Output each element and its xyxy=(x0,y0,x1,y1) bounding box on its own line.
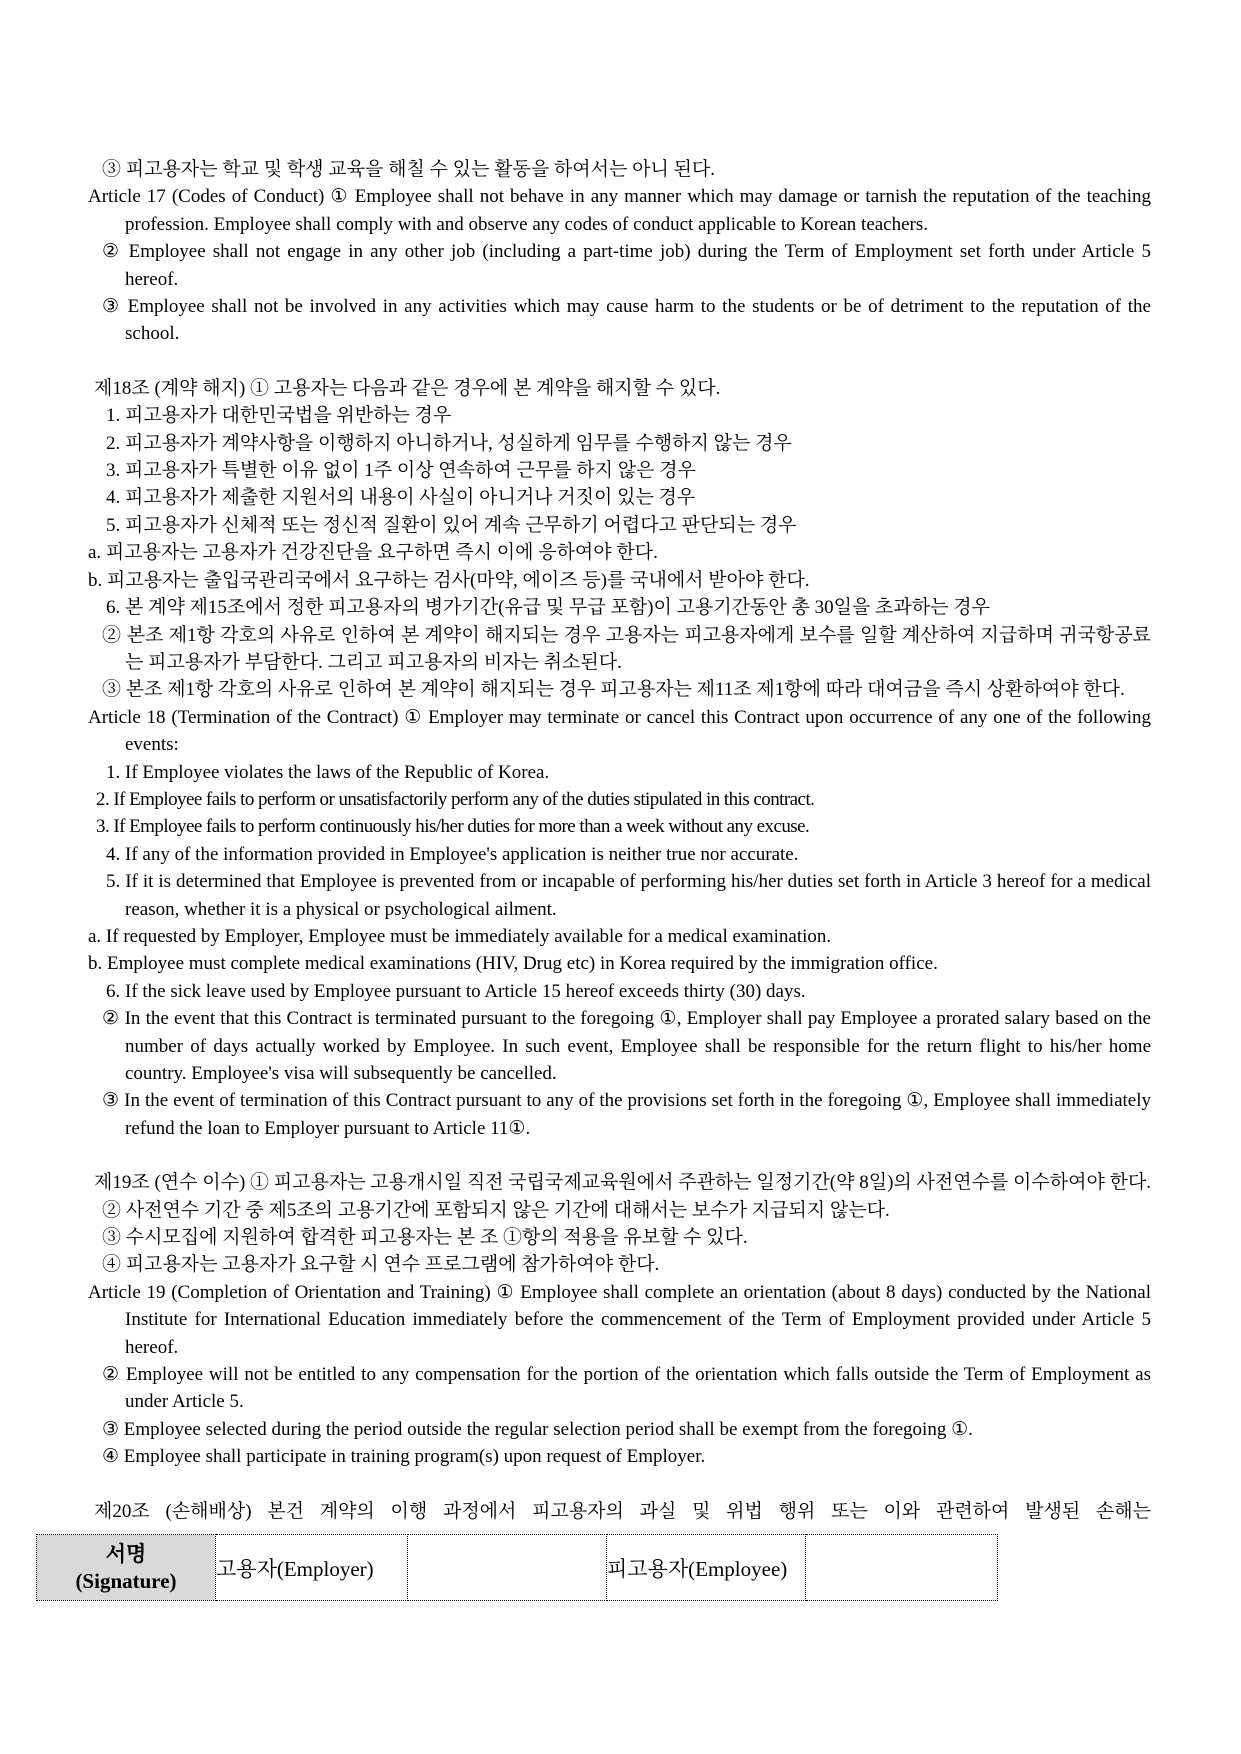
paragraph-20: 4. If any of the information provided in Employee's application is neither true nor accurate. xyxy=(106,843,799,865)
paragraph-15: ③ 본조 제1항 각호의 사유로 인하여 본 계약이 해지되는 경우 피고용자는 제11조 제1항에 따라 대여금을 즉시 상환하여야 한다. xyxy=(102,679,1125,701)
paragraph-7: 2. 피고용자가 계약사항을 이행하지 아니하거나, 성실하게 임무를 수행하지 않는 경우 xyxy=(106,432,792,454)
employee-label: 피고용자(Employee) xyxy=(607,1556,788,1581)
paragraph-22: a. If requested by Employer, Employee must be immediately available for a medical examination. xyxy=(88,925,832,947)
paragraph-5: 제18조 (계약 해지) ① 고용자는 다음과 같은 경우에 본 계약을 해지할 수 있다. xyxy=(94,377,721,399)
paragraph-31: Article 19 (Completion of Orientation and Training) ① Employee shall complete an orientation (about 8 days) conducted by the National Institute for International Education immediately before the commencement of the Term of Employment provided under Article 5 hereof. xyxy=(88,1281,1151,1358)
signature-header-cell xyxy=(37,1535,216,1601)
paragraph-13: 6. 본 계약 제15조에서 정한 피고용자의 병가기간(유급 및 무급 포함)이 고용기간동안 총 30일을 초과하는 경우 xyxy=(106,597,990,619)
employer-signature-field[interactable] xyxy=(408,1535,607,1601)
paragraph-25: ② In the event that this Contract is terminated pursuant to the foregoing ①, Employer shall pay Employee a prorated salary based on the number of days actually worked by Employee. In such event, Employee shall be responsible for the return flight to his/her home country. Employee's visa will subsequently be cancelled. xyxy=(102,1008,1151,1084)
signature-label-korean: 서명 xyxy=(105,1541,147,1566)
paragraph-32: ② Employee will not be entitled to any compensation for the portion of the orientation which falls outside the Term of Employment as under Article 5. xyxy=(102,1364,1151,1413)
paragraph-26: ③ In the event of termination of this Contract pursuant to any of the provisions set forth in the foregoing ①, Employee shall immediately refund the loan to Employer pursuant to Article 11①. xyxy=(102,1090,1151,1139)
paragraph-6: 1. 피고용자가 대한민국법을 위반하는 경우 xyxy=(106,405,452,427)
paragraph-8: 3. 피고용자가 특별한 이유 없이 1주 이상 연속하여 근무를 하지 않은 경우 xyxy=(106,460,696,482)
paragraph-16: Article 18 (Termination of the Contract) ① Employer may terminate or cancel this Contract upon occurrence of any one of the following events: xyxy=(88,706,1151,756)
paragraph-2: Article 17 (Codes of Conduct) ① Employee shall not behave in any manner which may damage or tarnish the reputation of the teaching profession. Employee shall comply with and observe any codes of conduct applicable to Korean teachers. xyxy=(88,186,1151,235)
employer-label: 고용자(Employer) xyxy=(216,1556,374,1581)
paragraph-11: a. 피고용자는 고용자가 건강진단을 요구하면 즉시 이에 응하여야 한다. xyxy=(88,542,658,564)
signature-label-english: (Signature) xyxy=(75,1568,177,1593)
paragraph-17: 1. If Employee violates the laws of the Republic of Korea. xyxy=(106,761,550,783)
paragraph-34: ④ Employee shall participate in training program(s) upon request of Employer. xyxy=(102,1446,706,1468)
paragraph-18: 2. If Employee fails to perform or unsatisfactorily perform any of the duties stipulated in this contract. xyxy=(96,788,815,810)
paragraph-12: b. 피고용자는 출입국관리국에서 요구하는 검사(마약, 에이즈 등)를 국내에서 받아야 한다. xyxy=(88,569,810,591)
paragraph-24: 6. If the sick leave used by Employee pursuant to Article 15 hereof exceeds thirty (30) days. xyxy=(106,980,806,1002)
paragraph-28: ② 사전연수 기간 중 제5조의 고용기간에 포함되지 않은 기간에 대해서는 보수가 지급되지 않는다. xyxy=(102,1199,890,1221)
paragraph-21: 5. If it is determined that Employee is prevented from or incapable of performing his/her duties set forth in Article 3 hereof for a medical reason, whether it is a physical or psychological ailment. xyxy=(106,871,1151,920)
employee-signature-field[interactable] xyxy=(806,1535,998,1601)
signature-table xyxy=(36,1534,998,1601)
paragraph-1: ③ 피고용자는 학교 및 학생 교육을 해칠 수 있는 활동을 하여서는 아니 된다. xyxy=(102,159,716,180)
signature-header-label xyxy=(37,1535,215,1600)
paragraph-30: ④ 피고용자는 고용자가 요구할 시 연수 프로그램에 참가하여야 한다. xyxy=(102,1254,660,1276)
paragraph-3: ② Employee shall not engage in any other job (including a part-time job) during the Term of Employment set forth under Article 5 hereof. xyxy=(102,241,1151,290)
paragraph-27: 제19조 (연수 이수) ① 피고용자는 고용개시일 직전 국립국제교육원에서 주관하는 일정기간(약 8일)의 사전연수를 이수하여야 한다. xyxy=(94,1172,1152,1194)
paragraph-33: ③ Employee selected during the period outside the regular selection period shall be exempt from the foregoing ①. xyxy=(102,1418,973,1440)
paragraph-19: 3. If Employee fails to perform continuously his/her duties for more than a week without any excuse. xyxy=(96,816,810,838)
paragraph-14: ② 본조 제1항 각호의 사유로 인하여 본 계약이 해지되는 경우 고용자는 피고용자에게 보수를 일할 계산하여 지급하며 귀국항공료는 피고용자가 부담한다. 그리고 피고용자의 비자는 취소된다. xyxy=(102,624,1151,673)
paragraph-9: 4. 피고용자가 제출한 지원서의 내용이 사실이 아니거나 거짓이 있는 경우 xyxy=(106,487,696,509)
paragraph-35: 제20조 (손해배상) 본건 계약의 이행 과정에서 피고용자의 과실 및 위법 행위 또는 이와 관련하여 발생된 손해는 xyxy=(94,1500,1151,1522)
paragraph-23: b. Employee must complete medical examinations (HIV, Drug etc) in Korea required by the immigration office. xyxy=(88,953,938,975)
employer-label-cell xyxy=(216,1535,408,1601)
paragraph-29: ③ 수시모집에 지원하여 합격한 피고용자는 본 조 ①항의 적용을 유보할 수 있다. xyxy=(102,1227,748,1249)
paragraph-10: 5. 피고용자가 신체적 또는 정신적 질환이 있어 계속 근무하기 어렵다고 판단되는 경우 xyxy=(106,514,797,536)
paragraph-4: ③ Employee shall not be involved in any activities which may cause harm to the students or be of detriment to the reputation of the school. xyxy=(102,296,1151,345)
signature-row xyxy=(37,1535,998,1601)
employee-label-cell xyxy=(607,1535,806,1601)
